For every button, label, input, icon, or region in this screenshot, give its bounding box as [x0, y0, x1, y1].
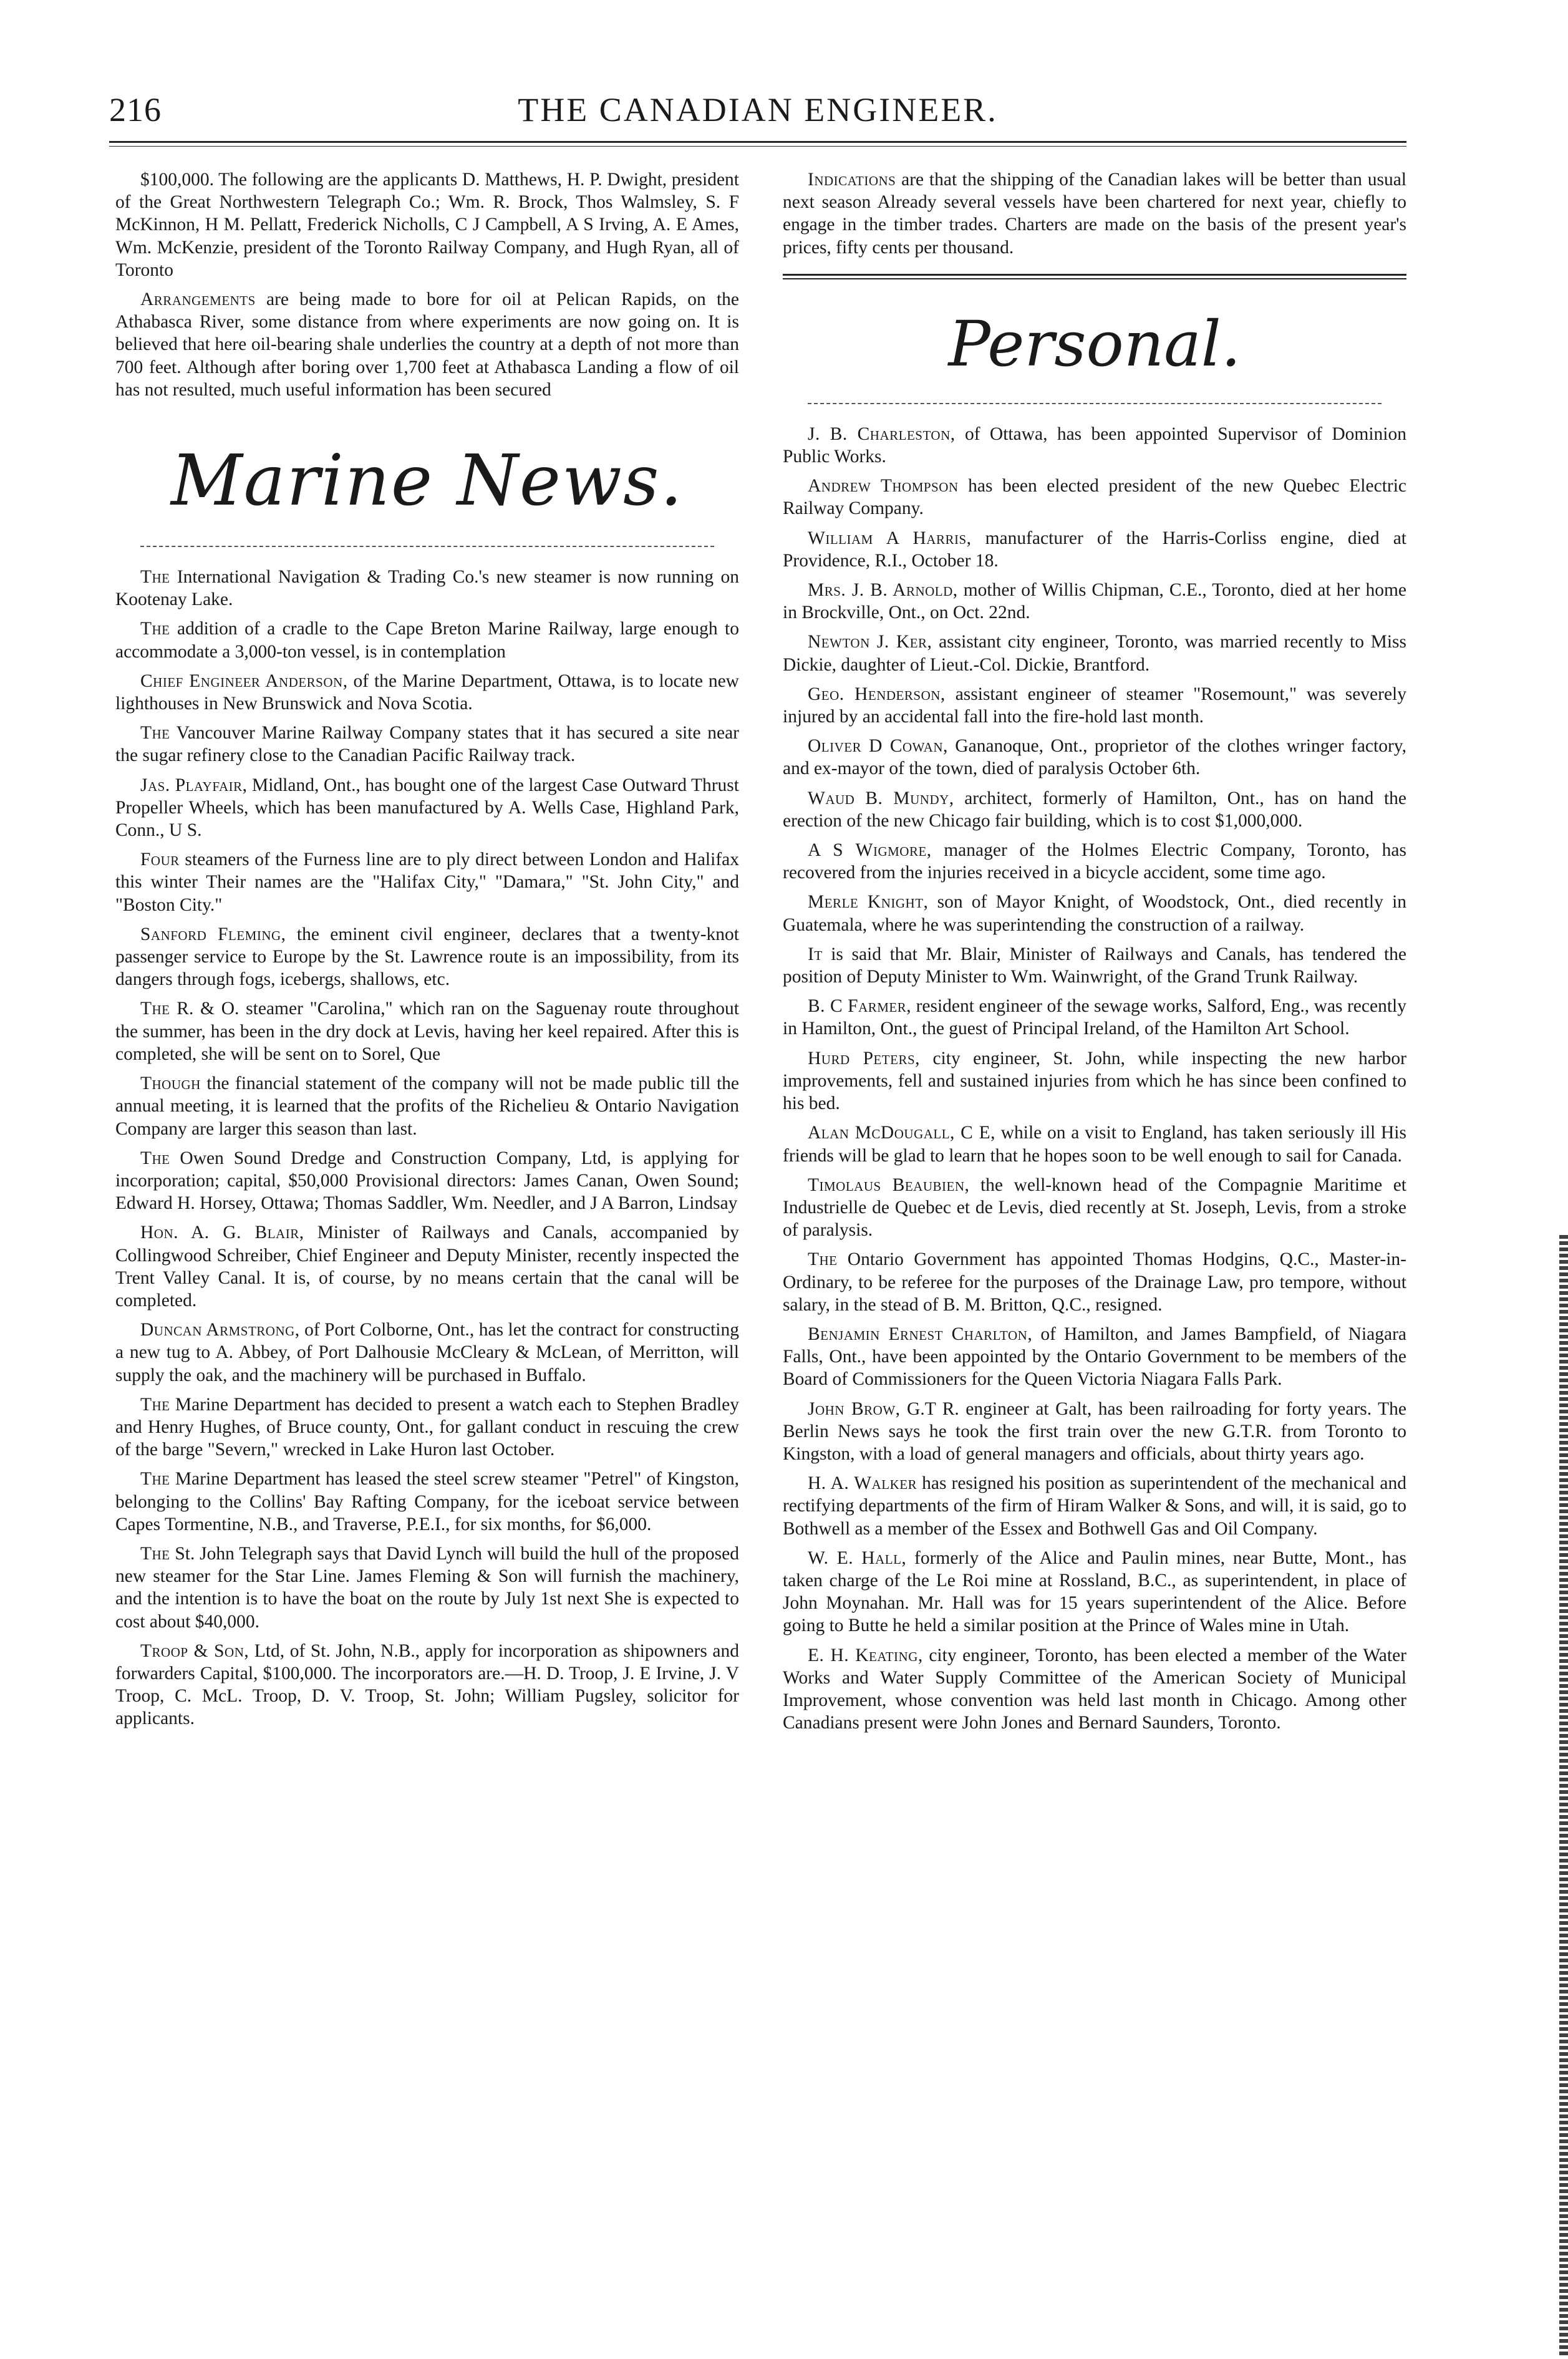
- paragraph-text: manufacturer of the Harris-Corliss engine, died at Providence, R.I., October 18.: [783, 528, 1406, 571]
- paragraph-lead: The: [140, 1543, 170, 1564]
- paragraph-text: $100,000. The following are the applicants D. Matthews, H. P. Dwight, president of the Great Northwestern Telegraph Co.; Wm. R. Brock, Thos Walmsley, S. F McKinnon, H M. Pellatt, Frederick Nicholls, C J Campbell, A S Irving, A. E Ames, Wm. McKenzie, president of the Toronto Railway Company, and Hugh Ryan, all of Toronto: [115, 170, 739, 280]
- article-paragraph: [115, 1147, 739, 1215]
- article-paragraph: [115, 722, 739, 767]
- paragraph-text: Ltd, of St. John, N.B., apply for incorporation as shipowners and forwarders Capital, $100,000. The incorporators are.—H. D. Troop, J. E Irvine, J. V Troop, C. McL. Troop, D. V. Troop, St. John; William Pugsley, solicitor for applicants.: [115, 1640, 739, 1729]
- paragraph-lead: John Brow,: [808, 1398, 901, 1419]
- paragraph-lead: Sanford Fleming,: [140, 924, 286, 944]
- article-paragraph: [115, 1543, 739, 1633]
- paragraph-lead: The: [140, 999, 170, 1019]
- article-paragraph: [115, 670, 739, 715]
- article-paragraph: [783, 891, 1406, 936]
- article-paragraph: [783, 527, 1406, 572]
- article-paragraph: [115, 168, 739, 281]
- personal-articles: [783, 423, 1406, 1735]
- article-paragraph: [115, 848, 739, 916]
- article-paragraph: [783, 683, 1406, 728]
- article-paragraph: [783, 1398, 1406, 1466]
- paragraph-text: Minister of Railways and Canals, accompanied by Collingwood Schreiber, Chief Engineer and Deputy Minister, recently inspected the Trent Valley Canal. It is, of course, by no means certain that the canal will be completed.: [115, 1223, 739, 1310]
- paragraph-text: addition of a cradle to the Cape Breton Marine Railway, large enough to accommodate a 3,000-ton vessel, is in contemplation: [115, 619, 739, 662]
- left-column: [115, 168, 739, 1737]
- paragraph-lead: Arrangements: [140, 289, 256, 310]
- article-paragraph: [783, 1323, 1406, 1391]
- article-paragraph: [783, 168, 1406, 259]
- article-paragraph: [783, 423, 1406, 468]
- paragraph-text: the well-known head of the Compagnie Maritime et Industrielle de Quebec et de Levis, died recently at St. Joseph, Levis, from a stroke of paralysis.: [783, 1175, 1406, 1241]
- paragraph-lead: Geo. Henderson,: [808, 684, 946, 704]
- article-paragraph: [115, 1640, 739, 1730]
- paragraph-lead: Benjamin Ernest Charlton,: [808, 1324, 1033, 1344]
- article-paragraph: [115, 997, 739, 1065]
- paragraph-text: Gananoque, Ont., proprietor of the clothes wringer factory, and ex-mayor of the town, died of paralysis October 6th.: [783, 736, 1406, 779]
- paragraph-lead: Troop & Son,: [140, 1640, 249, 1661]
- article-paragraph: [115, 1393, 739, 1461]
- paragraph-text: International Navigation & Trading Co.'s new steamer is now running on Kootenay Lake.: [115, 567, 739, 610]
- paragraph-lead: Jas. Playfair,: [140, 775, 248, 795]
- paragraph-text: has been elected president of the new Quebec Electric Railway Company.: [783, 476, 1406, 519]
- paragraph-lead: The: [140, 723, 170, 744]
- paragraph-lead: J. B. Charleston,: [808, 424, 956, 444]
- page-header: [109, 84, 1406, 134]
- paragraph-lead: Andrew Thompson: [808, 476, 959, 497]
- article-paragraph: [115, 1319, 739, 1387]
- article-paragraph: [783, 579, 1406, 624]
- heading-divider: [140, 546, 714, 547]
- article-paragraph: [783, 1644, 1406, 1735]
- paragraph-text: architect, formerly of Hamilton, Ont., has on hand the erection of the new Chicago fair building, which is to cost $1,000,000.: [783, 788, 1406, 831]
- section-rule: [783, 274, 1406, 279]
- paragraph-text: has resigned his position as superintendent of the mechanical and rectifying departments of the firm of Hiram Walker & Sons, and will, it is said, go to Bothwell as a member of the Essex and Bothwell Gas and Oil Company.: [783, 1473, 1406, 1539]
- paragraph-lead: Hurd Peters,: [808, 1048, 921, 1068]
- right-column: [783, 168, 1406, 1741]
- paragraph-text: are that the shipping of the Canadian lakes will be better than usual next season Already several vessels have been chartered for next year, chiefly to engage in the timber trades. Charters are made on the basis of the present year's prices, fifty cents per thousand.: [783, 170, 1406, 258]
- paragraph-lead: Oliver D Cowan,: [808, 736, 948, 757]
- article-paragraph: [783, 1121, 1406, 1166]
- article-paragraph: [115, 1072, 739, 1140]
- paragraph-text: G.T R. engineer at Galt, has been railroading for forty years. The Berlin News says he took the first train over the new G.T.R. from Toronto to Kingston, with a load of general managers and officials, about thirty years ago.: [783, 1398, 1406, 1464]
- paragraph-text: city engineer, St. John, while inspecting the new harbor improvements, fell and sustained injuries from which he has since been confined to his bed.: [783, 1048, 1406, 1114]
- paragraph-lead: A S Wigmore,: [808, 840, 932, 861]
- article-paragraph: [115, 774, 739, 842]
- paragraph-text: Marine Department has decided to present a watch each to Stephen Bradley and Henry Hughes, of Bruce county, Ont., for gallant conduct in rescuing the crew of the barge "Severn," wrecked in Lake Huron last October.: [115, 1394, 739, 1460]
- paragraph-lead: Though: [140, 1073, 201, 1094]
- paragraph-text: is said that Mr. Blair, Minister of Railways and Canals, has tendered the position of Deputy Minister to Wm. Wainwright, of the Grand Trunk Railway.: [783, 944, 1406, 987]
- article-paragraph: [783, 787, 1406, 832]
- paragraph-lead: Alan McDougall, C E,: [808, 1123, 995, 1143]
- paragraph-text: Marine Department has leased the steel screw steamer "Petrel" of Kingston, belonging to the Collins' Bay Rafting Company, for the iceboat service between Capes Tormentine, N.B., and Traverse, P.E.I., for six months, for $6,000.: [115, 1469, 739, 1534]
- paragraph-lead: The: [140, 619, 170, 639]
- header-rule-thin: [109, 146, 1406, 147]
- paragraph-lead: The: [140, 1148, 170, 1168]
- page-number: 216: [109, 91, 162, 128]
- article-paragraph: [115, 618, 739, 662]
- article-paragraph: [115, 288, 739, 401]
- scan-edge-artifact: [1559, 1235, 1568, 2358]
- paragraph-lead: Duncan Armstrong,: [140, 1320, 300, 1340]
- paragraph-lead: William A Harris,: [808, 528, 972, 548]
- article-paragraph: [115, 1468, 739, 1536]
- article-paragraph: [783, 839, 1406, 884]
- article-paragraph: [115, 566, 739, 611]
- paragraph-text: Ontario Government has appointed Thomas Hodgins, Q.C., Master-in-Ordinary, to be referee for the purposes of the Drainage Law, pro tempore, without salary, in the stead of B. M. Britton, Q.C., resigned.: [783, 1249, 1406, 1315]
- paragraph-text: of the Marine Department, Ottawa, is to locate new lighthouses in New Brunswick and Nova Scotia.: [115, 671, 739, 714]
- paragraph-lead: The: [140, 1394, 170, 1415]
- paragraph-text: steamers of the Furness line are to ply direct between London and Halifax this winter Their names are the "Halifax City," "Damara," "St. John City," and "Boston City.": [115, 850, 739, 915]
- paragraph-text: assistant city engineer, Toronto, was married recently to Miss Dickie, daughter of Lieut.-Col. Dickie, Brantford.: [783, 632, 1407, 675]
- paragraph-text: son of Mayor Knight, of Woodstock, Ont., died recently in Guatemala, where he was superintending the construction of a railway.: [783, 892, 1407, 935]
- personal-heading: Personal.: [948, 307, 1241, 380]
- article-paragraph: [783, 631, 1406, 676]
- article-paragraph: [115, 923, 739, 991]
- article-paragraph: [783, 735, 1406, 780]
- paragraph-lead: The: [140, 1469, 170, 1490]
- paragraph-lead: Indications: [808, 170, 896, 190]
- paragraph-text: while on a visit to England, has taken seriously ill His friends will be glad to learn that he hopes soon to be well enough to sail for Canada.: [783, 1123, 1406, 1166]
- paragraph-text: of Ottawa, has been appointed Supervisor of Dominion Public Works.: [783, 424, 1406, 467]
- header-rule: [109, 141, 1406, 143]
- paragraph-text: Owen Sound Dredge and Construction Company, Ltd, is applying for incorporation; capital, $50,000 Provisional directors: James Canan, Owen Sound; Edward H. Horsey, Ottawa; Thomas Saddler, Wm. Needler, and J A Barron, Lindsay: [115, 1148, 739, 1214]
- paragraph-text: Vancouver Marine Railway Company states that it has secured a site near the sugar refinery close to the Canadian Pacific Railway track.: [115, 723, 739, 766]
- marine-news-heading: Marine News.: [170, 440, 684, 522]
- paragraph-text: of Port Colborne, Ont., has let the contract for constructing a new tug to A. Abbey, of Port Dalhousie McCleary & McLean, of Merritton, will supply the oak, and the machinery will be purchased in Buffalo.: [115, 1320, 739, 1385]
- paragraph-text: city engineer, Toronto, has been elected a member of the Water Works and Water Supply Committee of the American Society of Municipal Improvement, whose convention was held last month in Chicago. Among other Canadians present were John Jones and Bernard Saunders, Toronto.: [783, 1645, 1407, 1733]
- paragraph-text: St. John Telegraph says that David Lynch will build the hull of the proposed new steamer for the Star Line. James Fleming & Son will furnish the machinery, and the intention is to have the boat on the route by July 1st next She is expected to cost about $40,000.: [115, 1543, 739, 1632]
- article-paragraph: [783, 1047, 1406, 1115]
- journal-title: THE CANADIAN ENGINEER.: [518, 91, 998, 128]
- paragraph-text: of Hamilton, and James Bampfield, of Niagara Falls, Ont., have been appointed by the Ontario Government to be members of the Board of Commissioners for the Queen Victoria Niagara Falls Park.: [783, 1324, 1406, 1390]
- paragraph-text: resident engineer of the sewage works, Salford, Eng., was recently in Hamilton, Ont., the guest of Principal Ireland, of the Hamilton Art School.: [783, 996, 1406, 1039]
- paragraph-lead: The: [808, 1249, 838, 1270]
- article-paragraph: [783, 995, 1406, 1040]
- paragraph-lead: Timolaus Beaubien,: [808, 1175, 970, 1195]
- left-intro: [115, 168, 739, 401]
- paragraph-text: formerly of the Alice and Paulin mines, near Butte, Mont., has taken charge of the Le Roi mine at Rossland, B.C., as superintendent, in place of John Moynahan. Mr. Hall was for 15 years superintendent of the Alice. Before going to Butte he held a similar position at the Prince of Wales mine in Utah.: [783, 1548, 1406, 1636]
- article-paragraph: [783, 1547, 1406, 1637]
- article-paragraph: [783, 475, 1406, 520]
- paragraph-text: the eminent civil engineer, declares that a twenty-knot passenger service to Europe by the St. Lawrence route is an impossibility, from its dangers through fogs, icebergs, shallows, etc.: [115, 924, 739, 990]
- paragraph-lead: Newton J. Ker,: [808, 632, 932, 652]
- article-paragraph: [783, 1248, 1406, 1316]
- heading-divider: [808, 403, 1382, 404]
- paragraph-lead: H. A. Walker: [808, 1473, 917, 1494]
- paragraph-text: R. & O. steamer "Carolina," which ran on the Saguenay route throughout the summer, has been in the dry dock at Levis, having her keel repaired. After this is completed, she will be sent on to Sorel, Que: [115, 999, 739, 1064]
- paragraph-lead: Hon. A. G. Blair,: [140, 1223, 304, 1243]
- paragraph-lead: W. E. Hall,: [808, 1548, 907, 1568]
- article-paragraph: [783, 943, 1406, 988]
- paragraph-text: mother of Willis Chipman, C.E., Toronto, died at her home in Brockville, Ont., on Oct. 22nd.: [783, 580, 1406, 623]
- article-paragraph: [783, 1472, 1406, 1540]
- paragraph-lead: B. C Farmer,: [808, 996, 912, 1017]
- article-paragraph: [783, 1174, 1406, 1242]
- paragraph-text: are being made to bore for oil at Pelican Rapids, on the Athabasca River, some distance from where experiments are now going on. It is believed that here oil-bearing shale underlies the country at a depth of not more than 700 feet. Although after boring over 1,700 feet at Athabasca Landing a flow of oil has not resulted, much useful information has been secured: [115, 289, 739, 400]
- paragraph-text: Midland, Ont., has bought one of the largest Case Outward Thrust Propeller Wheels, which has been manufactured by A. Wells Case, Highland Park, Conn., U S.: [115, 775, 739, 841]
- paragraph-text: manager of the Holmes Electric Company, Toronto, has recovered from the injuries received in a bicycle accident, some time ago.: [783, 840, 1406, 883]
- paragraph-lead: E. H. Keating,: [808, 1645, 923, 1665]
- paragraph-lead: It: [808, 944, 823, 964]
- paragraph-text: the financial statement of the company will not be made public till the annual meeting, it is learned that the profits of the Richelieu & Ontario Navigation Company are larger this season than last.: [115, 1073, 739, 1139]
- paragraph-lead: The: [140, 567, 170, 588]
- paragraph-lead: Chief Engineer Anderson,: [140, 671, 348, 691]
- paragraph-text: assistant engineer of steamer "Rosemount," was severely injured by an accidental fall into the fire-hold last month.: [783, 684, 1407, 727]
- paragraph-lead: Mrs. J. B. Arnold,: [808, 580, 958, 601]
- article-paragraph: [115, 1221, 739, 1312]
- right-intro: [783, 168, 1406, 259]
- paragraph-lead: Merle Knight,: [808, 892, 929, 913]
- marine-news-articles: [115, 566, 739, 1730]
- paragraph-lead: Four: [140, 850, 180, 870]
- paragraph-lead: Waud B. Mundy,: [808, 788, 954, 808]
